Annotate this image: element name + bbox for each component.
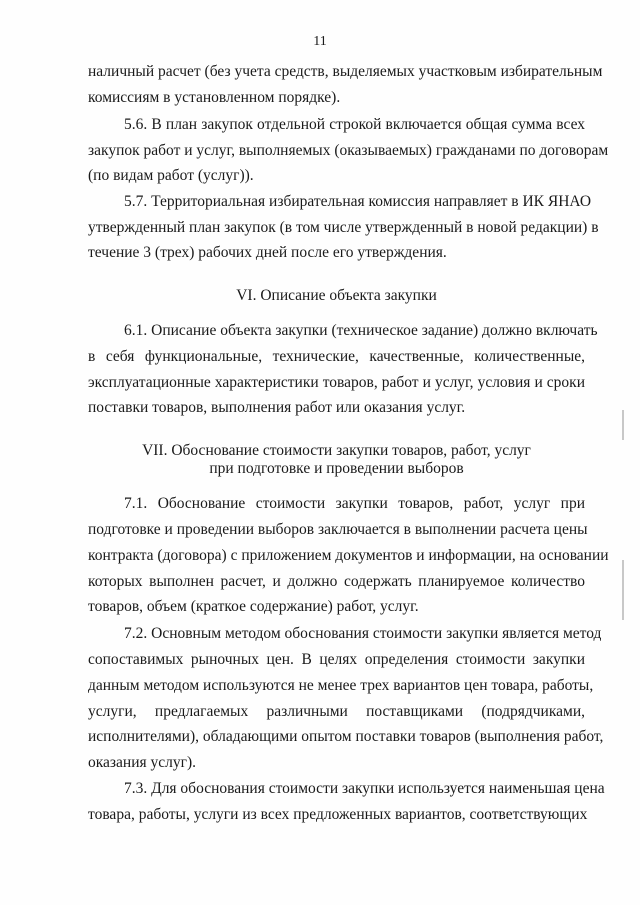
text-line: (по видам работ (услуг)). (88, 167, 254, 184)
text-line: подготовке и проведении выборов заключается в выполнении расчета цены (88, 521, 588, 538)
text-line: которых выполнен расчет, и должно содержать планируемое количество (88, 573, 585, 590)
text-line: контракта (договора) с приложением документов и информации, на основании (88, 547, 609, 564)
section-heading-7-line-2: при подготовке и проведении выборов (209, 460, 464, 477)
text-line: данным методом используются не менее трех вариантов цен товара, работы, (88, 677, 594, 694)
page-number: 11 (313, 34, 327, 49)
text-line: утвержденный план закупок (в том числе утвержденный в новой редакции) в (88, 219, 599, 236)
paragraph-7-1-first-line: 7.1. Обоснование стоимости закупки товаров, работ, услуг при (124, 495, 585, 512)
paragraph-6-1-first-line: 6.1. Описание объекта закупки (техническое задание) должно включать (124, 322, 598, 339)
text-line: в себя функциональные, технические, качественные, количественные, (88, 348, 585, 365)
text-line: поставки товаров, выполнения работ или оказания услуг. (88, 399, 466, 416)
text-line: течение 3 (трех) рабочих дней после его утверждения. (88, 244, 447, 261)
text-line: услуги, предлагаемых различными поставщиками (подрядчиками, (88, 703, 585, 720)
text-line: наличный расчет (без учета средств, выделяемых участковым избирательным (88, 63, 603, 80)
paragraph-7-2-first-line: 7.2. Основным методом обоснования стоимости закупки является метод (124, 625, 602, 642)
text-line: сопоставимых рыночных цен. В целях определения стоимости закупки (88, 651, 585, 668)
section-heading-6: VI. Описание объекта закупки (236, 287, 437, 304)
text-line: комиссиям в установленном порядке). (88, 89, 341, 106)
paragraph-5-7-first-line: 5.7. Территориальная избирательная комиссия направляет в ИК ЯНАО (124, 193, 592, 210)
section-heading-7-line-1: VII. Обоснование стоимости закупки товаров, работ, услуг (142, 442, 531, 459)
text-line: эксплуатационные характеристики товаров, работ и услуг, условия и сроки (88, 374, 585, 391)
paragraph-5-6-first-line: 5.6. В план закупок отдельной строкой включается общая сумма всех (124, 116, 585, 133)
scan-margin-mark (622, 410, 624, 440)
text-line: товара, работы, услуги из всех предложенных вариантов, соответствующих (88, 806, 588, 823)
text-line: оказания услуг). (88, 754, 197, 771)
scan-margin-mark (622, 560, 624, 620)
paragraph-7-3-first-line: 7.3. Для обоснования стоимости закупки используется наименьшая цена (124, 780, 605, 797)
text-line: товаров, объем (краткое содержание) работ, услуг. (88, 598, 419, 615)
text-line: исполнителями), обладающими опытом поставки товаров (выполнения работ, (88, 728, 604, 745)
text-line: закупок работ и услуг, выполняемых (оказываемых) гражданами по договорам (88, 142, 609, 159)
